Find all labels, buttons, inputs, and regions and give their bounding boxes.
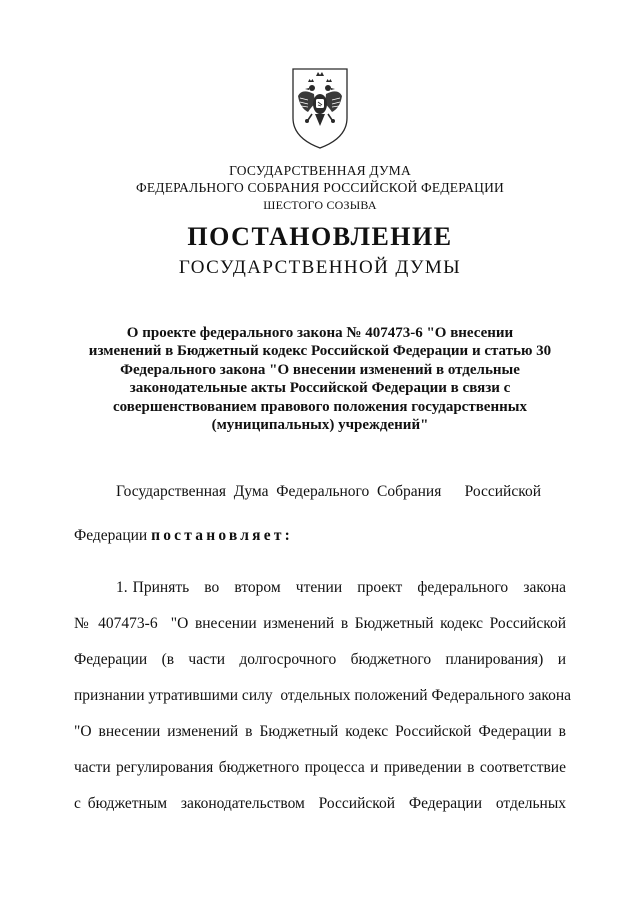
subject-line: О проекте федерального закона № 407473-6 "О внесении [126,325,514,341]
paragraph-line: 1. Принять во втором чтении проект федерального закона [116,579,566,596]
document-subtitle: ГОСУДАРСТВЕННОЙ ДУМЫ [178,257,462,278]
paragraph-line: № 407473-6 "О внесении изменений в Бюджетный кодекс Российской [74,615,566,632]
document-title: ПОСТАНОВЛЕНИЕ [187,222,453,251]
paragraph-line: признании утратившими силу отдельных положений Федерального закона [74,687,572,704]
subject-line: (муниципальных) учреждений" [211,417,429,434]
resolution-verb: постановляет: [151,527,293,544]
intro-text: Федерации [74,527,148,544]
document-subject [60,324,580,434]
paragraph-line: Федерации (в части долгосрочного бюджетного планирования) и [74,651,566,668]
org-name-line-2: ФЕДЕРАЛЬНОГО СОБРАНИЯ РОССИЙСКОЙ ФЕДЕРАЦИИ [136,180,504,195]
coat-of-arms-icon [290,66,350,150]
org-name-line-1: ГОСУДАРСТВЕННАЯ ДУМА [229,163,411,178]
subject-line: Федерального закона "О внесении изменений в отдельные [120,361,520,378]
paragraph-line: части регулирования бюджетного процесса и приведении в соответствие [74,759,566,776]
subject-line: законодательные акты Российской Федерации в связи с [129,380,511,397]
subject-line: изменений в Бюджетный кодекс Российской Федерации и статью 30 [88,343,552,360]
intro-line-2 [74,526,566,546]
intro-line-1: Государственная Дума Федерального Собрания Российской [116,483,541,500]
paragraph-line: с бюджетным законодательством Российской Федерации отдельных [74,795,566,812]
convocation-line: ШЕСТОГО СОЗЫВА [263,198,377,212]
paragraph-line: "О внесении изменений в Бюджетный кодекс Российской Федерации в [74,723,566,740]
subject-line: совершенствованием правового положения государственных [113,398,527,415]
